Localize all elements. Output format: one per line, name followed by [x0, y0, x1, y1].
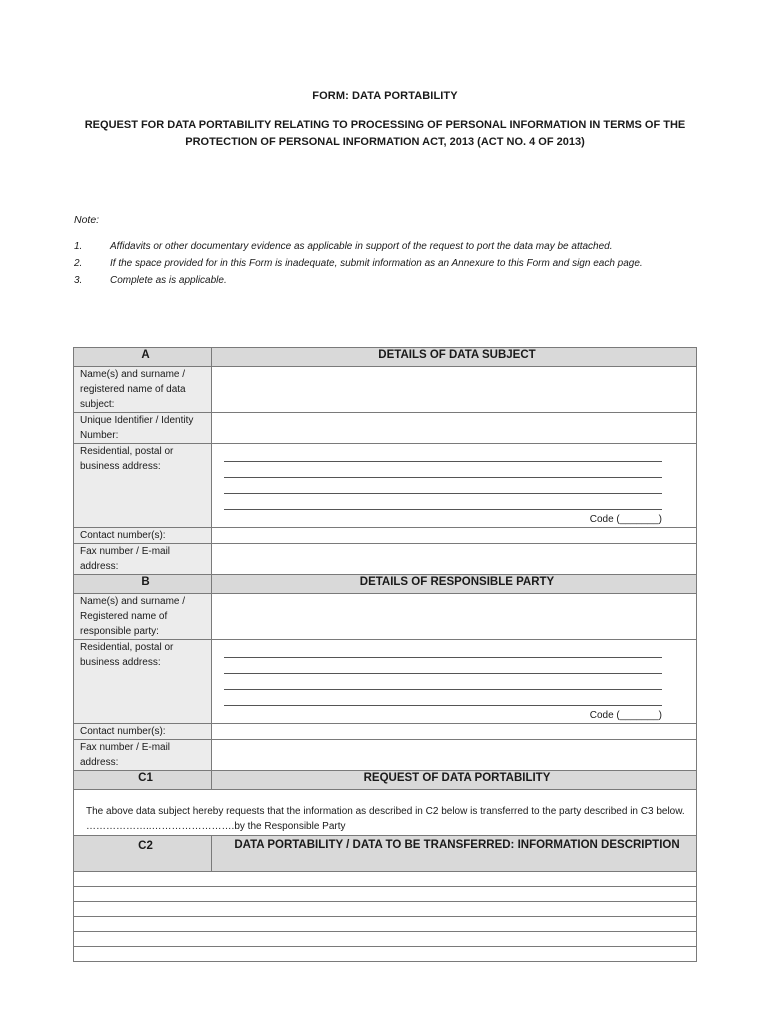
section-a-header-row — [74, 348, 697, 367]
note-text: Complete as is applicable. — [110, 275, 227, 286]
address-line[interactable] — [224, 644, 662, 658]
section-b-letter: B — [74, 575, 212, 594]
responsible-party-fax-field[interactable] — [212, 740, 697, 771]
section-c2-header-row — [74, 836, 697, 872]
data-subject-fax-row — [74, 544, 697, 575]
section-c1-heading: REQUEST OF DATA PORTABILITY — [212, 771, 697, 790]
note-number: 2. — [74, 258, 83, 269]
data-subject-contact-field[interactable] — [212, 528, 697, 544]
address-line[interactable] — [224, 676, 662, 690]
request-statement-row — [74, 790, 697, 836]
description-row — [74, 917, 697, 932]
note-item — [74, 256, 697, 272]
data-subject-name-label: Name(s) and surname / registered name of data subject: — [74, 367, 212, 413]
section-a-letter: A — [74, 348, 212, 367]
address-line[interactable] — [224, 496, 662, 510]
notes-list — [74, 239, 697, 290]
address-line[interactable] — [224, 480, 662, 494]
note-label: Note: — [74, 214, 100, 226]
data-subject-name-field[interactable] — [212, 367, 697, 413]
identity-number-field[interactable] — [212, 413, 697, 444]
description-field[interactable] — [74, 902, 697, 917]
portability-form-table — [73, 347, 697, 962]
responsible-party-address-field[interactable] — [212, 640, 697, 724]
note-item — [74, 239, 697, 255]
address-line[interactable] — [224, 692, 662, 706]
responsible-party-name-row — [74, 594, 697, 640]
identity-number-label: Unique Identifier / Identity Number: — [74, 413, 212, 444]
data-subject-address-label: Residential, postal or business address: — [74, 444, 212, 528]
responsible-party-contact-label: Contact number(s): — [74, 724, 212, 740]
address-line[interactable] — [224, 464, 662, 478]
responsible-party-name-field[interactable] — [212, 594, 697, 640]
section-c1-letter: C1 — [74, 771, 212, 790]
description-field[interactable] — [74, 917, 697, 932]
data-subject-fax-field[interactable] — [212, 544, 697, 575]
description-field[interactable] — [74, 932, 697, 947]
description-row — [74, 902, 697, 917]
section-b-header-row — [74, 575, 697, 594]
request-statement-cell — [74, 790, 697, 836]
responsible-party-address-row — [74, 640, 697, 724]
form-subtitle: REQUEST FOR DATA PORTABILITY RELATING TO PROCESSING OF PERSONAL INFORMATION IN TERMS OF THE PROTECTION OF PERSONAL INFORMATION ACT, 2013 (ACT NO. 4 OF 2013) — [84, 119, 686, 148]
section-c2-heading: DATA PORTABILITY / DATA TO BE TRANSFERRED: INFORMATION DESCRIPTION — [212, 836, 697, 872]
responsible-party-contact-field[interactable] — [212, 724, 697, 740]
data-subject-address-field[interactable] — [212, 444, 697, 528]
section-c2-letter: C2 — [74, 836, 212, 872]
description-field[interactable] — [74, 887, 697, 902]
postal-code-field[interactable]: Code (_______) — [589, 710, 662, 721]
description-field[interactable] — [74, 947, 697, 962]
description-field[interactable] — [74, 872, 697, 887]
responsible-party-contact-row — [74, 724, 697, 740]
description-row — [74, 932, 697, 947]
responsible-party-name-label: Name(s) and surname / Registered name of responsible party: — [74, 594, 212, 640]
section-c1-header-row — [74, 771, 697, 790]
data-subject-address-row — [74, 444, 697, 528]
responsible-party-fax-label: Fax number / E-mail address: — [74, 740, 212, 771]
form-title: FORM: DATA PORTABILITY — [312, 90, 458, 102]
address-line[interactable] — [224, 448, 662, 462]
identity-number-row — [74, 413, 697, 444]
description-row — [74, 887, 697, 902]
request-statement: The above data subject hereby requests that the information as described in C2 below is transferred to the party described in C3 below. ………………..…………………….by the Responsible Party — [86, 806, 685, 832]
data-subject-fax-label: Fax number / E-mail address: — [74, 544, 212, 575]
section-a-heading: DETAILS OF DATA SUBJECT — [212, 348, 697, 367]
data-subject-contact-label: Contact number(s): — [74, 528, 212, 544]
description-row — [74, 872, 697, 887]
section-b-heading: DETAILS OF RESPONSIBLE PARTY — [212, 575, 697, 594]
note-number: 3. — [74, 275, 83, 286]
note-number: 1. — [74, 241, 83, 252]
data-subject-contact-row — [74, 528, 697, 544]
note-text: Affidavits or other documentary evidence as applicable in support of the request to port the data may be attached. — [110, 241, 613, 252]
responsible-party-address-label: Residential, postal or business address: — [74, 640, 212, 724]
note-item — [74, 273, 697, 289]
responsible-party-fax-row — [74, 740, 697, 771]
address-line[interactable] — [224, 660, 662, 674]
description-row — [74, 947, 697, 962]
data-subject-name-row — [74, 367, 697, 413]
note-text: If the space provided for in this Form is inadequate, submit information as an Annexure to this Form and sign each page. — [110, 258, 643, 269]
postal-code-field[interactable]: Code (_______) — [589, 514, 662, 525]
